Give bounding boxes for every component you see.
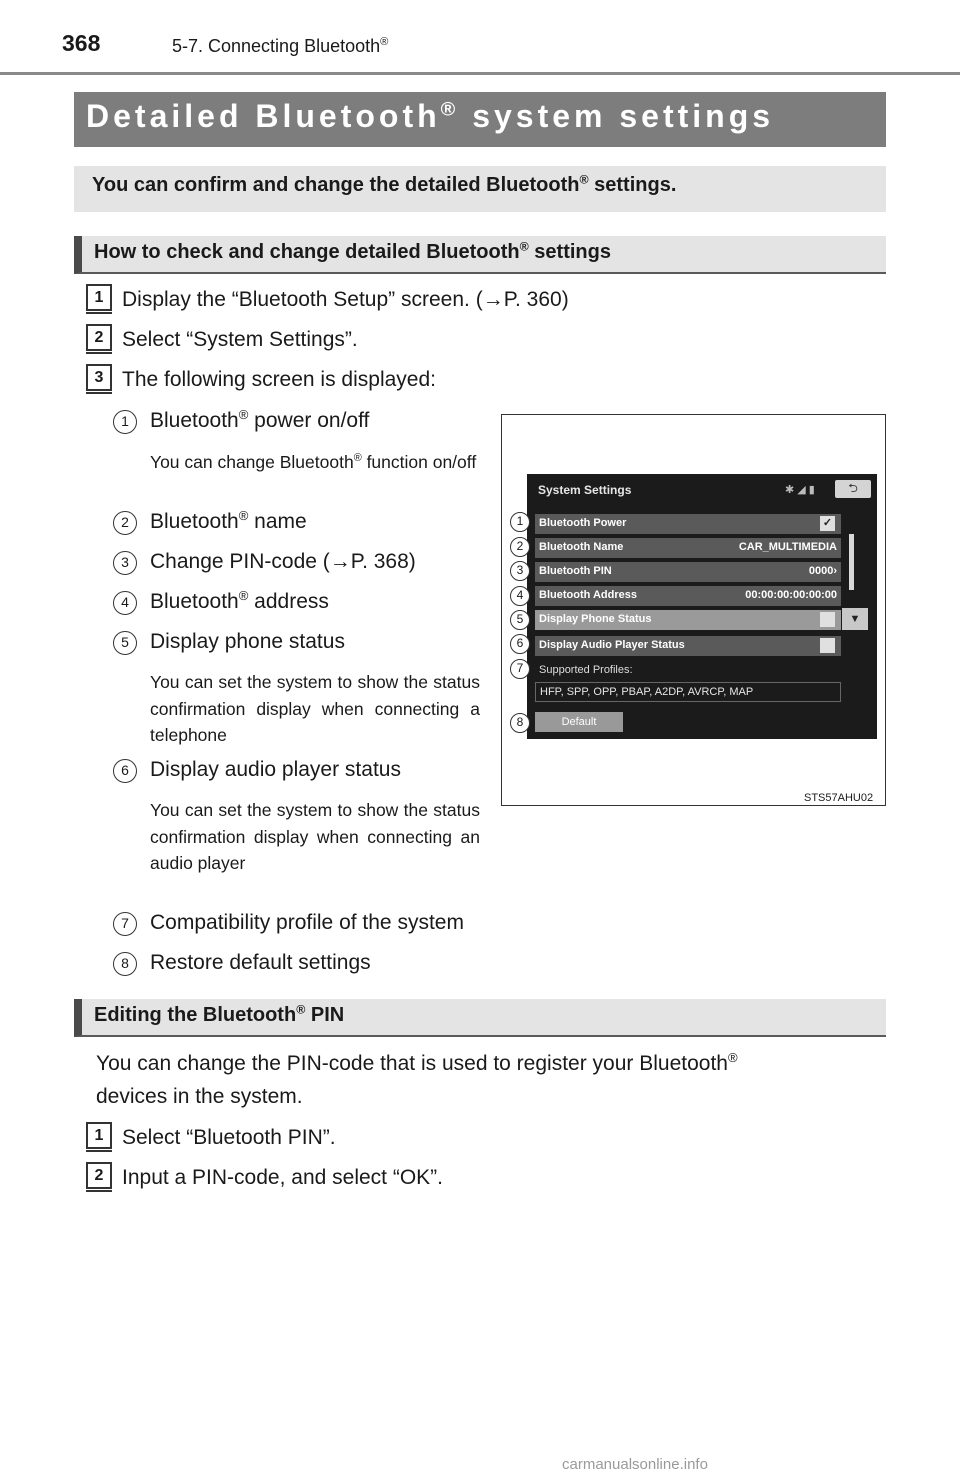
item-text-7: Compatibility profile of the system (150, 911, 464, 934)
default-button[interactable]: Default (535, 712, 623, 732)
item-text-2: Bluetooth® name (150, 508, 307, 533)
back-button[interactable]: ⮌ (835, 480, 871, 498)
item-number-8: 8 (113, 952, 137, 976)
subhead-check-settings: How to check and change detailed Bluetooth® settings (74, 236, 886, 274)
item-number-6: 6 (113, 759, 137, 783)
page-title: Detailed Bluetooth® system settings (74, 92, 886, 147)
step-number-2: 2 (86, 324, 112, 351)
item-number-2: 2 (113, 511, 137, 535)
pin-step-number-2: 2 (86, 1162, 112, 1189)
intro-box: You can confirm and change the detailed Bluetooth® settings. (74, 166, 886, 212)
step-underline (86, 1150, 112, 1152)
callout-8: 8 (510, 713, 530, 733)
pin-intro-line-1: You can change the PIN-code that is used to register your Bluetooth® (96, 1050, 738, 1075)
callout-5: 5 (510, 610, 530, 630)
arrow-icon: → (329, 550, 351, 573)
callout-1: 1 (510, 512, 530, 532)
row-bluetooth-power[interactable]: Bluetooth Power ✓ (535, 514, 841, 534)
item-text-5: Display phone status (150, 630, 345, 653)
section-label: 5-7. Connecting Bluetooth® (172, 36, 389, 56)
page-number: 368 (62, 30, 101, 56)
pin-step-text-2: Input a PIN-code, and select “OK”. (122, 1166, 443, 1189)
row-bluetooth-pin[interactable]: Bluetooth PIN 0000› (535, 562, 841, 582)
subhead-editing-pin: Editing the Bluetooth® PIN (74, 999, 886, 1037)
item-number-7: 7 (113, 912, 137, 936)
item-text-6: Display audio player status (150, 758, 401, 781)
step-underline (86, 1190, 112, 1192)
item-description-6: You can set the system to show the status confirmation display when connecting an audio player (150, 800, 480, 873)
system-settings-screen (527, 474, 877, 739)
row-bluetooth-name[interactable]: Bluetooth Name CAR_MULTIMEDIA (535, 538, 841, 558)
step-underline (86, 392, 112, 394)
supported-profiles-label: Supported Profiles: (539, 664, 633, 676)
supported-profiles-list: HFP, SPP, OPP, PBAP, A2DP, AVRCP, MAP (535, 682, 841, 702)
figure-code: STS57AHU02 (804, 792, 874, 804)
item-number-3: 3 (113, 551, 137, 575)
watermark: carmanualsonline.info (562, 1456, 708, 1473)
scrollbar[interactable] (849, 534, 854, 590)
item-description-5: You can set the system to show the status confirmation display when connecting a telephone (150, 672, 480, 745)
item-number-1: 1 (113, 410, 137, 434)
status-icons: ✱ ◢ ▮ (785, 484, 815, 496)
checkbox-icon[interactable] (820, 612, 835, 627)
callout-4: 4 (510, 586, 530, 606)
item-text-4: Bluetooth® address (150, 588, 329, 613)
checkbox-checked-icon[interactable]: ✓ (820, 516, 835, 531)
checkbox-icon[interactable] (820, 638, 835, 653)
step-underline (86, 352, 112, 354)
arrow-icon: → (482, 288, 504, 311)
scroll-down-button[interactable]: ▼ (842, 608, 868, 630)
row-display-audio-player-status[interactable]: Display Audio Player Status (535, 636, 841, 656)
item-description-1: You can change Bluetooth® function on/off (150, 452, 477, 472)
row-display-phone-status[interactable]: Display Phone Status (535, 610, 841, 630)
callout-2: 2 (510, 537, 530, 557)
item-number-4: 4 (113, 591, 137, 615)
callout-6: 6 (510, 634, 530, 654)
pin-intro-line-2: devices in the system. (96, 1085, 303, 1108)
item-number-5: 5 (113, 631, 137, 655)
callout-3: 3 (510, 561, 530, 581)
step-text-2: Select “System Settings”. (122, 328, 358, 351)
item-text-1: Bluetooth® power on/off (150, 407, 370, 432)
step-number-1: 1 (86, 284, 112, 311)
step-text-1: Display the “Bluetooth Setup” screen. (→P. 360) (122, 288, 569, 311)
pin-step-text-1: Select “Bluetooth PIN”. (122, 1126, 336, 1149)
row-bluetooth-address: Bluetooth Address 00:00:00:00:00:00 (535, 586, 841, 606)
step-number-3: 3 (86, 364, 112, 391)
pin-step-number-1: 1 (86, 1122, 112, 1149)
screen-title: System Settings (538, 483, 632, 497)
header-rule (0, 72, 960, 75)
step-text-3: The following screen is displayed: (122, 368, 436, 391)
item-text-8: Restore default settings (150, 951, 371, 974)
item-text-3: Change PIN-code (→P. 368) (150, 550, 416, 573)
step-underline (86, 312, 112, 314)
callout-7: 7 (510, 659, 530, 679)
